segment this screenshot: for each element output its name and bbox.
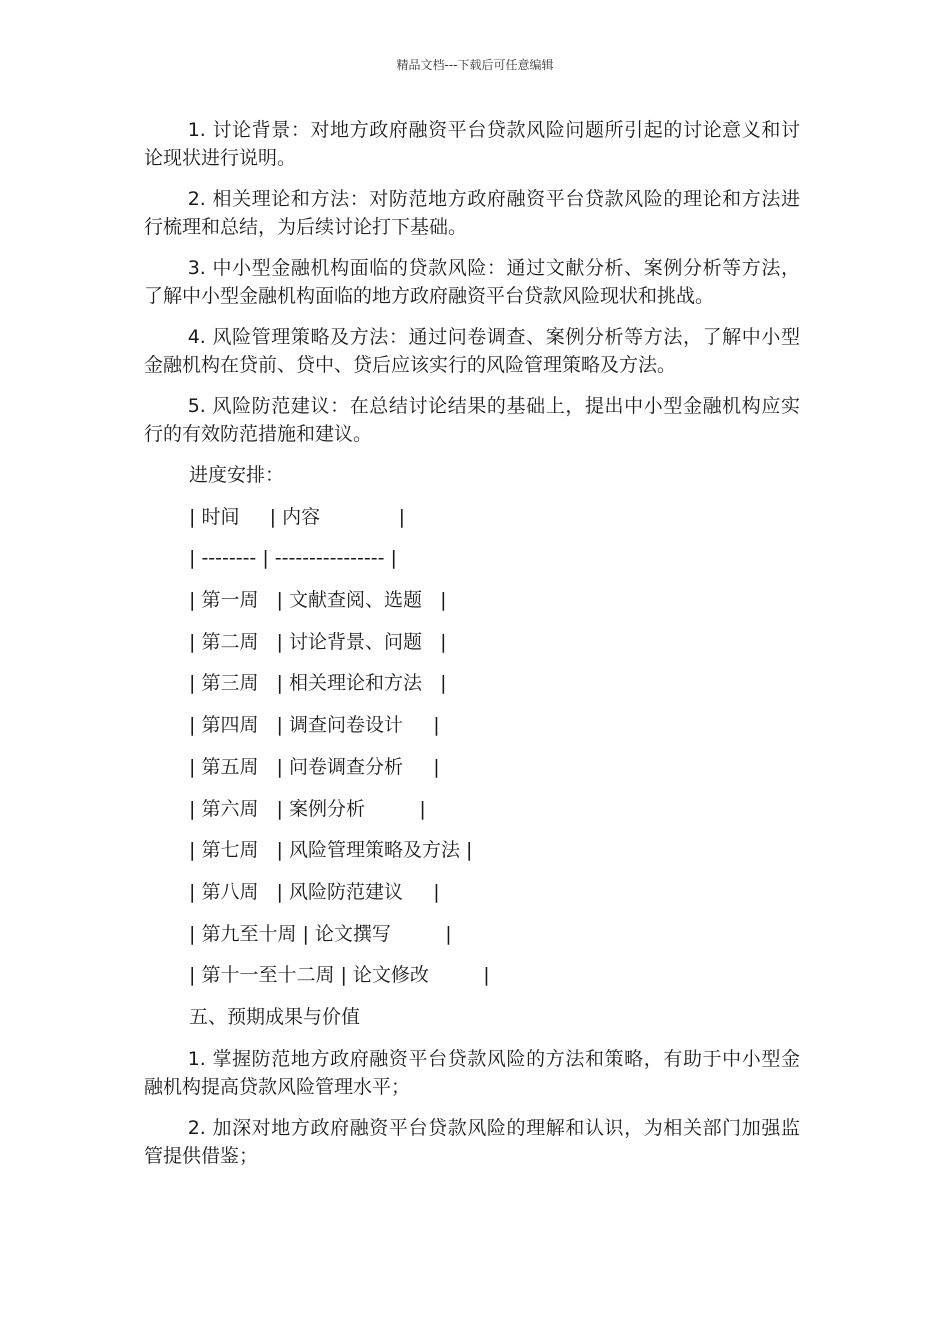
schedule-separator-row: | -------- | ---------------- | xyxy=(189,547,397,570)
schedule-header-row: | 时间 | 内容 | xyxy=(189,505,405,528)
schedule-row: | 第九至十周 | 论文撰写 | xyxy=(189,922,452,945)
schedule-row: | 第二周 | 讨论背景、问题 | xyxy=(189,630,447,653)
schedule-row: | 第六周 | 案例分析 | xyxy=(189,797,426,820)
schedule-row: | 第一周 | 文献查阅、选题 | xyxy=(189,589,447,612)
paragraph-theory: 2. 相关理论和方法：对防范地方政府融资平台贷款风险的理论和方法进行梳理和总结，为后续讨论打下基础。 xyxy=(144,188,800,238)
schedule-row: | 第十一至十二周 | 论文修改 | xyxy=(189,964,490,987)
schedule-table xyxy=(144,503,800,990)
schedule-row: | 第三周 | 相关理论和方法 | xyxy=(189,672,447,695)
paragraph-outcome-1: 1. 掌握防范地方政府融资平台贷款风险的方法和策略，有助于中小型金融机构提高贷款风险管理水平； xyxy=(144,1047,800,1098)
paragraph-loan-risk: 3. 中小型金融机构面临的贷款风险：通过文献分析、案例分析等方法，了解中小型金融机构面临的地方政府融资平台贷款风险现状和挑战。 xyxy=(144,257,800,307)
schedule-row: | 第七周 | 风险管理策略及方法 | xyxy=(189,839,473,862)
paragraph-outcome-2: 2. 加深对地方政府融资平台贷款风险的理解和认识，为相关部门加强监管提供借鉴； xyxy=(144,1116,800,1167)
paragraph-suggestions: 5. 风险防范建议：在总结讨论结果的基础上，提出中小型金融机构应实行的有效防范措施和建议。 xyxy=(144,395,800,445)
paragraph-strategy: 4. 风险管理策略及方法：通过问卷调查、案例分析等方法，了解中小型金融机构在贷前、贷中、贷后应该实行的风险管理策略及方法。 xyxy=(144,326,800,376)
schedule-row: | 第五周 | 问卷调查分析 | xyxy=(189,755,440,778)
section-heading: 五、预期成果与价值 xyxy=(189,1005,361,1028)
page-header: 精品文档---下载后可任意编辑 xyxy=(396,58,554,72)
schedule-title: 进度安排： xyxy=(189,464,285,486)
document-body xyxy=(144,116,800,1183)
paragraph-background: 1. 讨论背景：对地方政府融资平台贷款风险问题所引起的讨论意义和讨论现状进行说明。 xyxy=(144,119,800,169)
schedule-row: | 第四周 | 调查问卷设计 | xyxy=(189,714,440,737)
schedule-row: | 第八周 | 风险防范建议 | xyxy=(189,880,440,903)
